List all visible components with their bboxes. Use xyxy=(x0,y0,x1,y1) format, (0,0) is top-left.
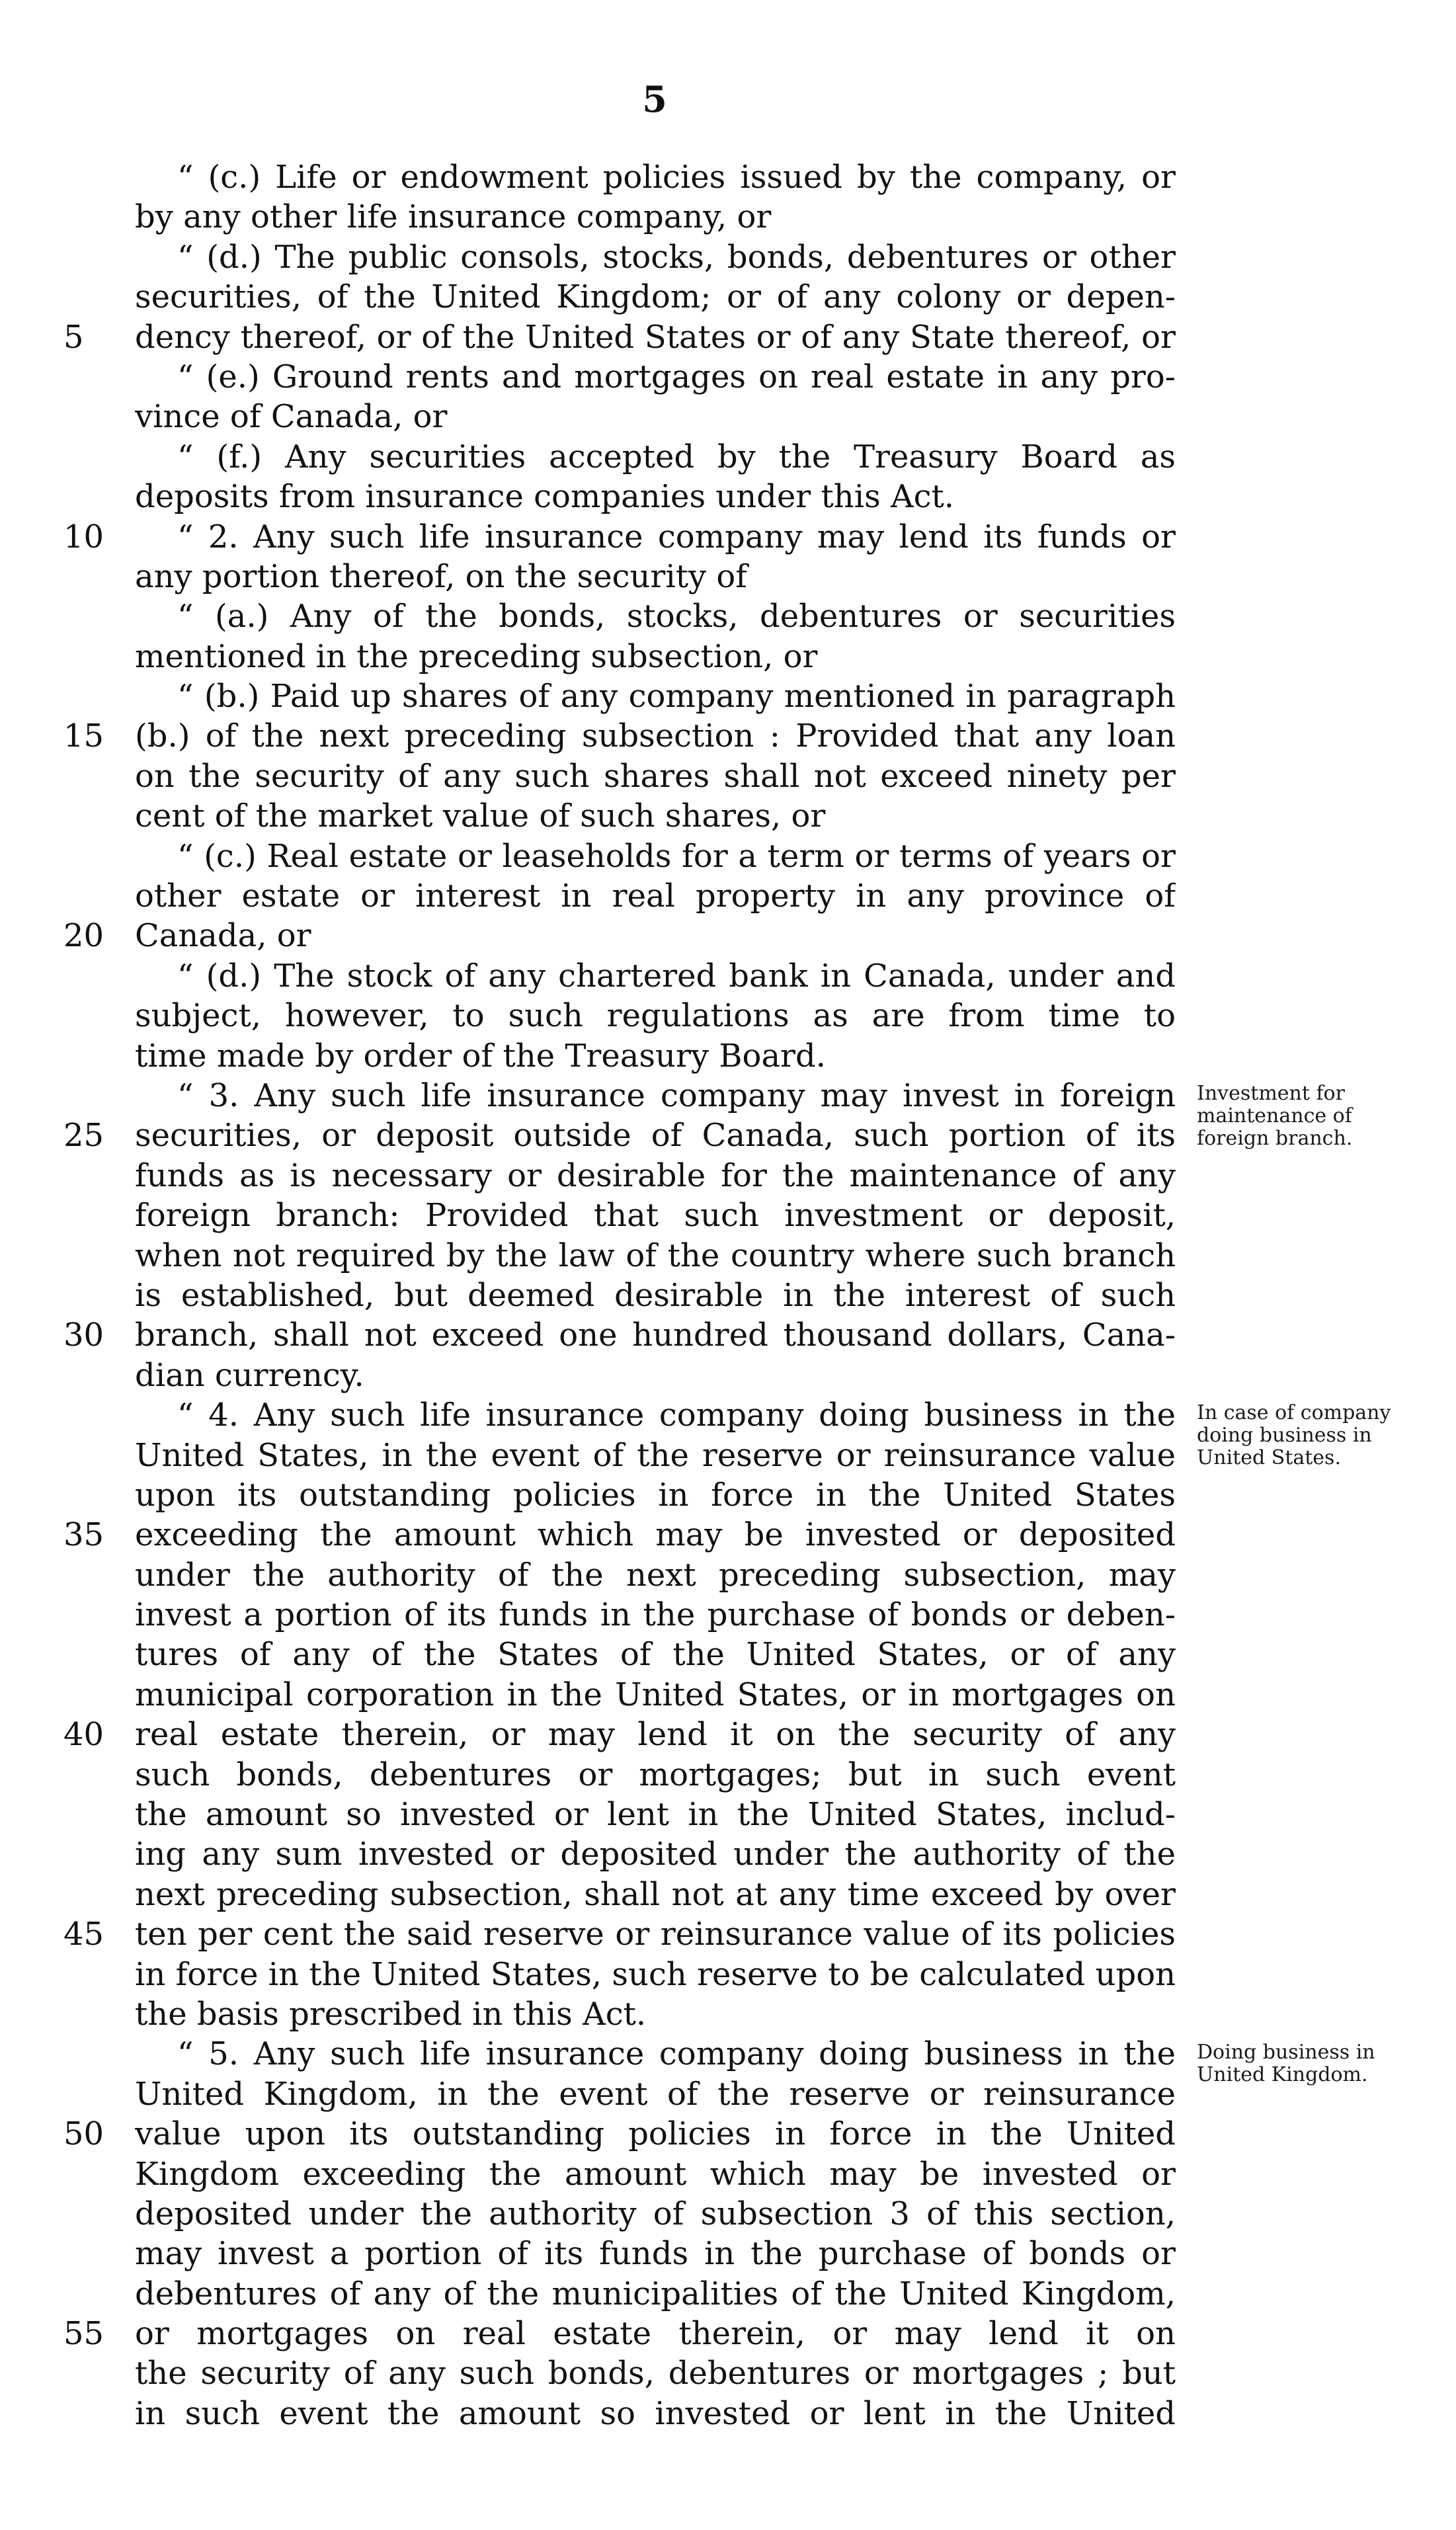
text-line xyxy=(0,1356,1456,1395)
line-text: is established, but deemed desirable in the interest of such xyxy=(135,1276,1176,1314)
line-text: “ (e.) Ground rents and mortgages on real estate in any pro- xyxy=(177,358,1176,395)
margin-note: In case of company doing business in United States. xyxy=(1197,1401,1391,1470)
text-line xyxy=(0,1994,1456,2034)
line-text: ing any sum invested or deposited under the authority of the xyxy=(135,1836,1176,1873)
text-line xyxy=(0,2234,1456,2273)
line-text: “ (f.) Any securities accepted by the Treasury Board as xyxy=(177,438,1176,475)
line-text: United Kingdom, in the event of the reserve or reinsurance xyxy=(135,2075,1176,2113)
line-text: Canada, or xyxy=(135,917,311,955)
text-line xyxy=(0,676,1456,716)
line-text: any portion thereof, on the security of xyxy=(135,557,748,595)
line-text: on the security of any such shares shall not exceed ninety per xyxy=(135,757,1176,795)
line-text: “ 4. Any such life insurance company doing business in the xyxy=(177,1397,1176,1434)
text-line xyxy=(0,756,1456,796)
text-line xyxy=(0,2154,1456,2194)
text-line xyxy=(0,1595,1456,1635)
margin-note: Investment for maintenance of foreign branch. xyxy=(1197,1082,1353,1151)
line-number: 25 xyxy=(63,1117,104,1155)
text-line xyxy=(0,237,1456,277)
line-number: 50 xyxy=(63,2115,104,2153)
line-text: “ 2. Any such life insurance company may lend its funds or xyxy=(177,518,1176,555)
line-text: by any other life insurance company, or xyxy=(135,198,772,236)
line-text: upon its outstanding policies in force in the United States xyxy=(135,1476,1176,1514)
line-text: real estate therein, or may lend it on the security of any xyxy=(135,1716,1176,1754)
text-line xyxy=(0,956,1456,996)
line-text: the basis prescribed in this Act. xyxy=(135,1995,647,2033)
text-line xyxy=(0,2194,1456,2234)
margin-note: Doing business in United Kingdom. xyxy=(1197,2040,1375,2086)
line-text: dian currency. xyxy=(135,1356,364,1394)
line-text: deposits from insurance companies under this Act. xyxy=(135,478,955,516)
text-line xyxy=(0,1315,1456,1355)
line-text: debentures of any of the municipalities of the United Kingdom, xyxy=(135,2275,1176,2312)
line-text: branch, shall not exceed one hundred thousand dollars, Cana- xyxy=(135,1317,1176,1354)
line-text: foreign branch: Provided that such investment or deposit, xyxy=(135,1197,1176,1235)
line-text: (b.) of the next preceding subsection : Provided that any loan xyxy=(135,717,1176,755)
line-text: United States, in the event of the reserve or reinsurance value xyxy=(135,1436,1176,1474)
text-line xyxy=(0,1156,1456,1196)
line-text: time made by order of the Treasury Board. xyxy=(135,1037,826,1075)
text-line xyxy=(0,557,1456,596)
line-text: securities, or deposit outside of Canada, such portion of its xyxy=(135,1117,1176,1155)
line-text: may invest a portion of its funds in the purchase of bonds or xyxy=(135,2235,1176,2273)
line-text: ten per cent the said reserve or reinsurance value of its policies xyxy=(135,1916,1176,1953)
line-text: “ 3. Any such life insurance company may invest in foreign xyxy=(177,1077,1176,1114)
line-number: 55 xyxy=(63,2315,104,2353)
text-line xyxy=(0,157,1456,197)
text-line xyxy=(0,317,1456,357)
text-line xyxy=(0,1755,1456,1795)
line-text: under the authority of the next preceding subsection, may xyxy=(135,1556,1176,1594)
text-line xyxy=(0,1875,1456,1914)
text-line xyxy=(0,277,1456,317)
line-number: 30 xyxy=(63,1317,104,1354)
line-number: 15 xyxy=(63,717,104,755)
line-text: value upon its outstanding policies in force in the United xyxy=(135,2115,1176,2153)
text-line xyxy=(0,1236,1456,1276)
text-line xyxy=(0,637,1456,676)
line-text: “ 5. Any such life insurance company doing business in the xyxy=(177,2035,1176,2073)
line-text: Kingdom exceeding the amount which may be invested or xyxy=(135,2155,1176,2193)
text-line xyxy=(0,2274,1456,2314)
text-line xyxy=(0,1955,1456,1994)
line-text: securities, of the United Kingdom; or of any colony or depen- xyxy=(135,278,1176,316)
line-text: mentioned in the preceding subsection, or xyxy=(135,637,818,675)
text-line xyxy=(0,596,1456,636)
text-line xyxy=(0,2314,1456,2353)
line-text: when not required by the law of the country where such branch xyxy=(135,1237,1176,1274)
text-line xyxy=(0,517,1456,557)
text-line xyxy=(0,716,1456,756)
line-text: other estate or interest in real property in any province of xyxy=(135,877,1176,915)
line-text: vince of Canada, or xyxy=(135,398,448,436)
text-line xyxy=(0,357,1456,397)
line-text: the security of any such bonds, debentures or mortgages ; but xyxy=(135,2355,1176,2392)
line-text: tures of any of the States of the United States, or of any xyxy=(135,1636,1176,1674)
line-number: 10 xyxy=(63,518,104,555)
line-text: next preceding subsection, shall not at any time exceed by over xyxy=(135,1875,1176,1913)
line-text: or mortgages on real estate therein, or may lend it on xyxy=(135,2315,1176,2353)
text-line xyxy=(0,2114,1456,2154)
line-text: municipal corporation in the United States, or in mortgages on xyxy=(135,1676,1176,1713)
text-line xyxy=(0,837,1456,876)
line-number: 45 xyxy=(63,1916,104,1953)
text-line xyxy=(0,397,1456,436)
text-line xyxy=(0,1715,1456,1754)
text-line xyxy=(0,1635,1456,1674)
text-line xyxy=(0,996,1456,1036)
text-line xyxy=(0,796,1456,836)
text-line xyxy=(0,1515,1456,1555)
line-text: dency thereof, or of the United States or of any State thereof, or xyxy=(135,318,1176,356)
text-line xyxy=(0,477,1456,516)
line-text: in force in the United States, such reserve to be calculated upon xyxy=(135,1955,1176,1993)
line-text: the amount so invested or lent in the United States, includ- xyxy=(135,1796,1176,1834)
line-text: “ (b.) Paid up shares of any company mentioned in paragraph xyxy=(177,678,1176,715)
line-number: 40 xyxy=(63,1716,104,1754)
line-text: “ (d.) The stock of any chartered bank in Canada, under and xyxy=(177,957,1176,995)
line-text: deposited under the authority of subsection 3 of this section, xyxy=(135,2195,1176,2232)
line-text: “ (a.) Any of the bonds, stocks, debentures or securities xyxy=(177,598,1176,635)
text-line xyxy=(0,916,1456,956)
text-line xyxy=(0,876,1456,916)
text-line xyxy=(0,437,1456,477)
text-line xyxy=(0,1276,1456,1315)
line-text: funds as is necessary or desirable for the maintenance of any xyxy=(135,1157,1176,1194)
text-line xyxy=(0,2394,1456,2433)
text-line xyxy=(0,1834,1456,1874)
line-number: 5 xyxy=(63,318,84,356)
line-text: in such event the amount so invested or lent in the United xyxy=(135,2394,1176,2432)
statute-text-body xyxy=(0,157,1456,2433)
line-text: subject, however, to such regulations as are from time to xyxy=(135,997,1176,1035)
line-number: 20 xyxy=(63,917,104,955)
line-text: “ (c.) Life or endowment policies issued by the company, or xyxy=(177,159,1176,196)
line-text: such bonds, debentures or mortgages; but in such event xyxy=(135,1756,1176,1793)
text-line xyxy=(0,197,1456,237)
text-line xyxy=(0,1795,1456,1834)
text-line xyxy=(0,1196,1456,1235)
line-text: “ (c.) Real estate or leaseholds for a term or terms of years or xyxy=(177,837,1176,875)
text-line xyxy=(0,1555,1456,1595)
line-number: 35 xyxy=(63,1516,104,1554)
text-line xyxy=(0,2353,1456,2393)
line-text: cent of the market value of such shares, or xyxy=(135,797,826,835)
text-line xyxy=(0,1475,1456,1515)
line-text: invest a portion of its funds in the purchase of bonds or deben- xyxy=(135,1596,1176,1634)
text-line xyxy=(0,1675,1456,1715)
line-text: exceeding the amount which may be invested or deposited xyxy=(135,1516,1176,1554)
line-text: “ (d.) The public consols, stocks, bonds, debentures or other xyxy=(177,238,1176,276)
page-number: 5 xyxy=(642,78,667,120)
text-line xyxy=(0,1036,1456,1076)
text-line xyxy=(0,1914,1456,1954)
